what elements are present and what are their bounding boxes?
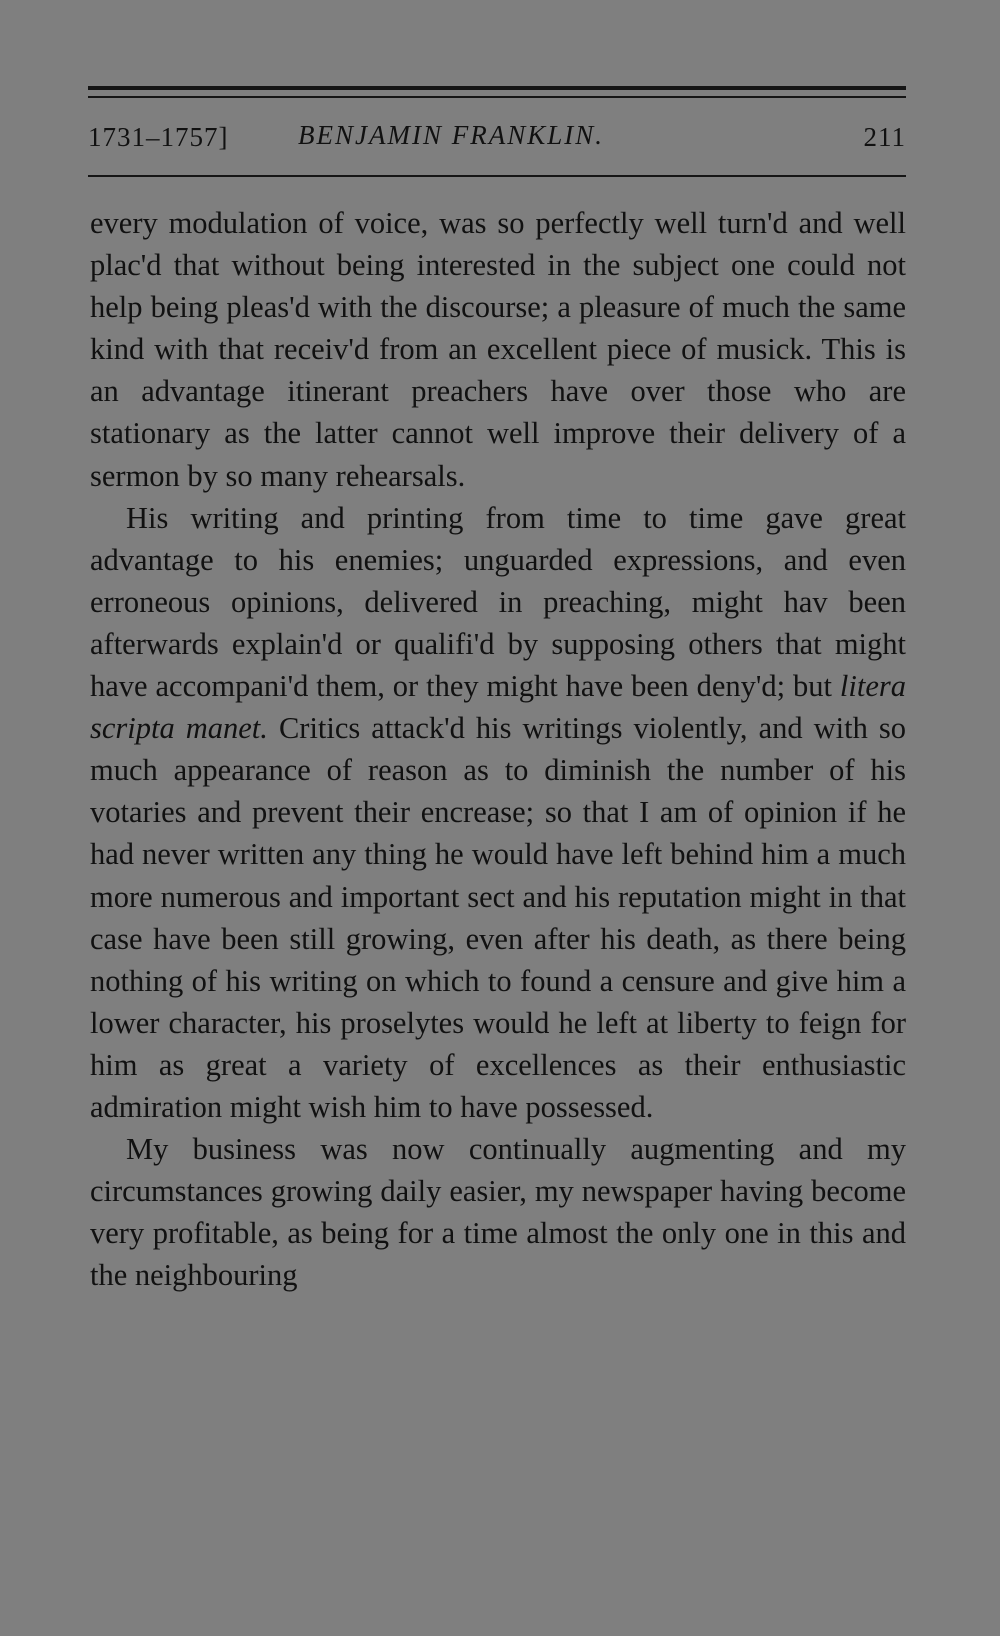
- top-double-rule-thin: [88, 96, 906, 98]
- top-double-rule-thick: [88, 86, 906, 90]
- latin-phrase: litera scripta manet.: [90, 669, 906, 746]
- page-number: 211: [863, 122, 906, 152]
- paragraph-text-part: His writing and printing from time to time gave great advantage to his enemies; unguarded expressions, and even erroneous opinions, delivered in preaching, might hav been afterwards explain'd or qualifi'd by supposing others that might have accompani'd them, or they might have been deny'd; but: [90, 500, 906, 704]
- header-years: 1731–1757]: [88, 122, 229, 152]
- paragraph-continued: every modulation of voice, was so perfectly well turn'd and well plac'd that without being interested in the subject one could not help being pleas'd with the discourse; a pleasure of much the same kind with that receiv'd from an excellent piece of musick. This is an advantage itinerant preachers have over those who are stationary as the latter cannot well improve their delivery of a sermon by so many rehearsals.: [90, 206, 906, 493]
- header-rule: [88, 175, 906, 177]
- header-title: BENJAMIN FRANKLIN.: [298, 120, 604, 150]
- paragraph-his-writing: [90, 497, 906, 1128]
- paragraph-text-part: Critics attack'd his writings violently, and with so much appearance of reason as to diminish the number of his votaries and prevent their encrease; so that I am of opinion if he had never written any thing he would have left behind him a much more numerous and important sect and his reputation might in that case have been still growing, even after his death, as there being nothing of his writing on which to found a censure and give him a lower character, his proselytes would he left at liberty to feign for him as great a variety of excellences as their enthusiastic admiration might wish him to have possessed.: [90, 711, 906, 1124]
- page-body: [90, 202, 906, 1296]
- paragraph-my-business: My business was now continually augmenting and my circumstances growing daily easier, my newspaper having become very profitable, as being for a time almost the only one in this and the neighbouring: [90, 1132, 906, 1293]
- running-head: [88, 118, 906, 158]
